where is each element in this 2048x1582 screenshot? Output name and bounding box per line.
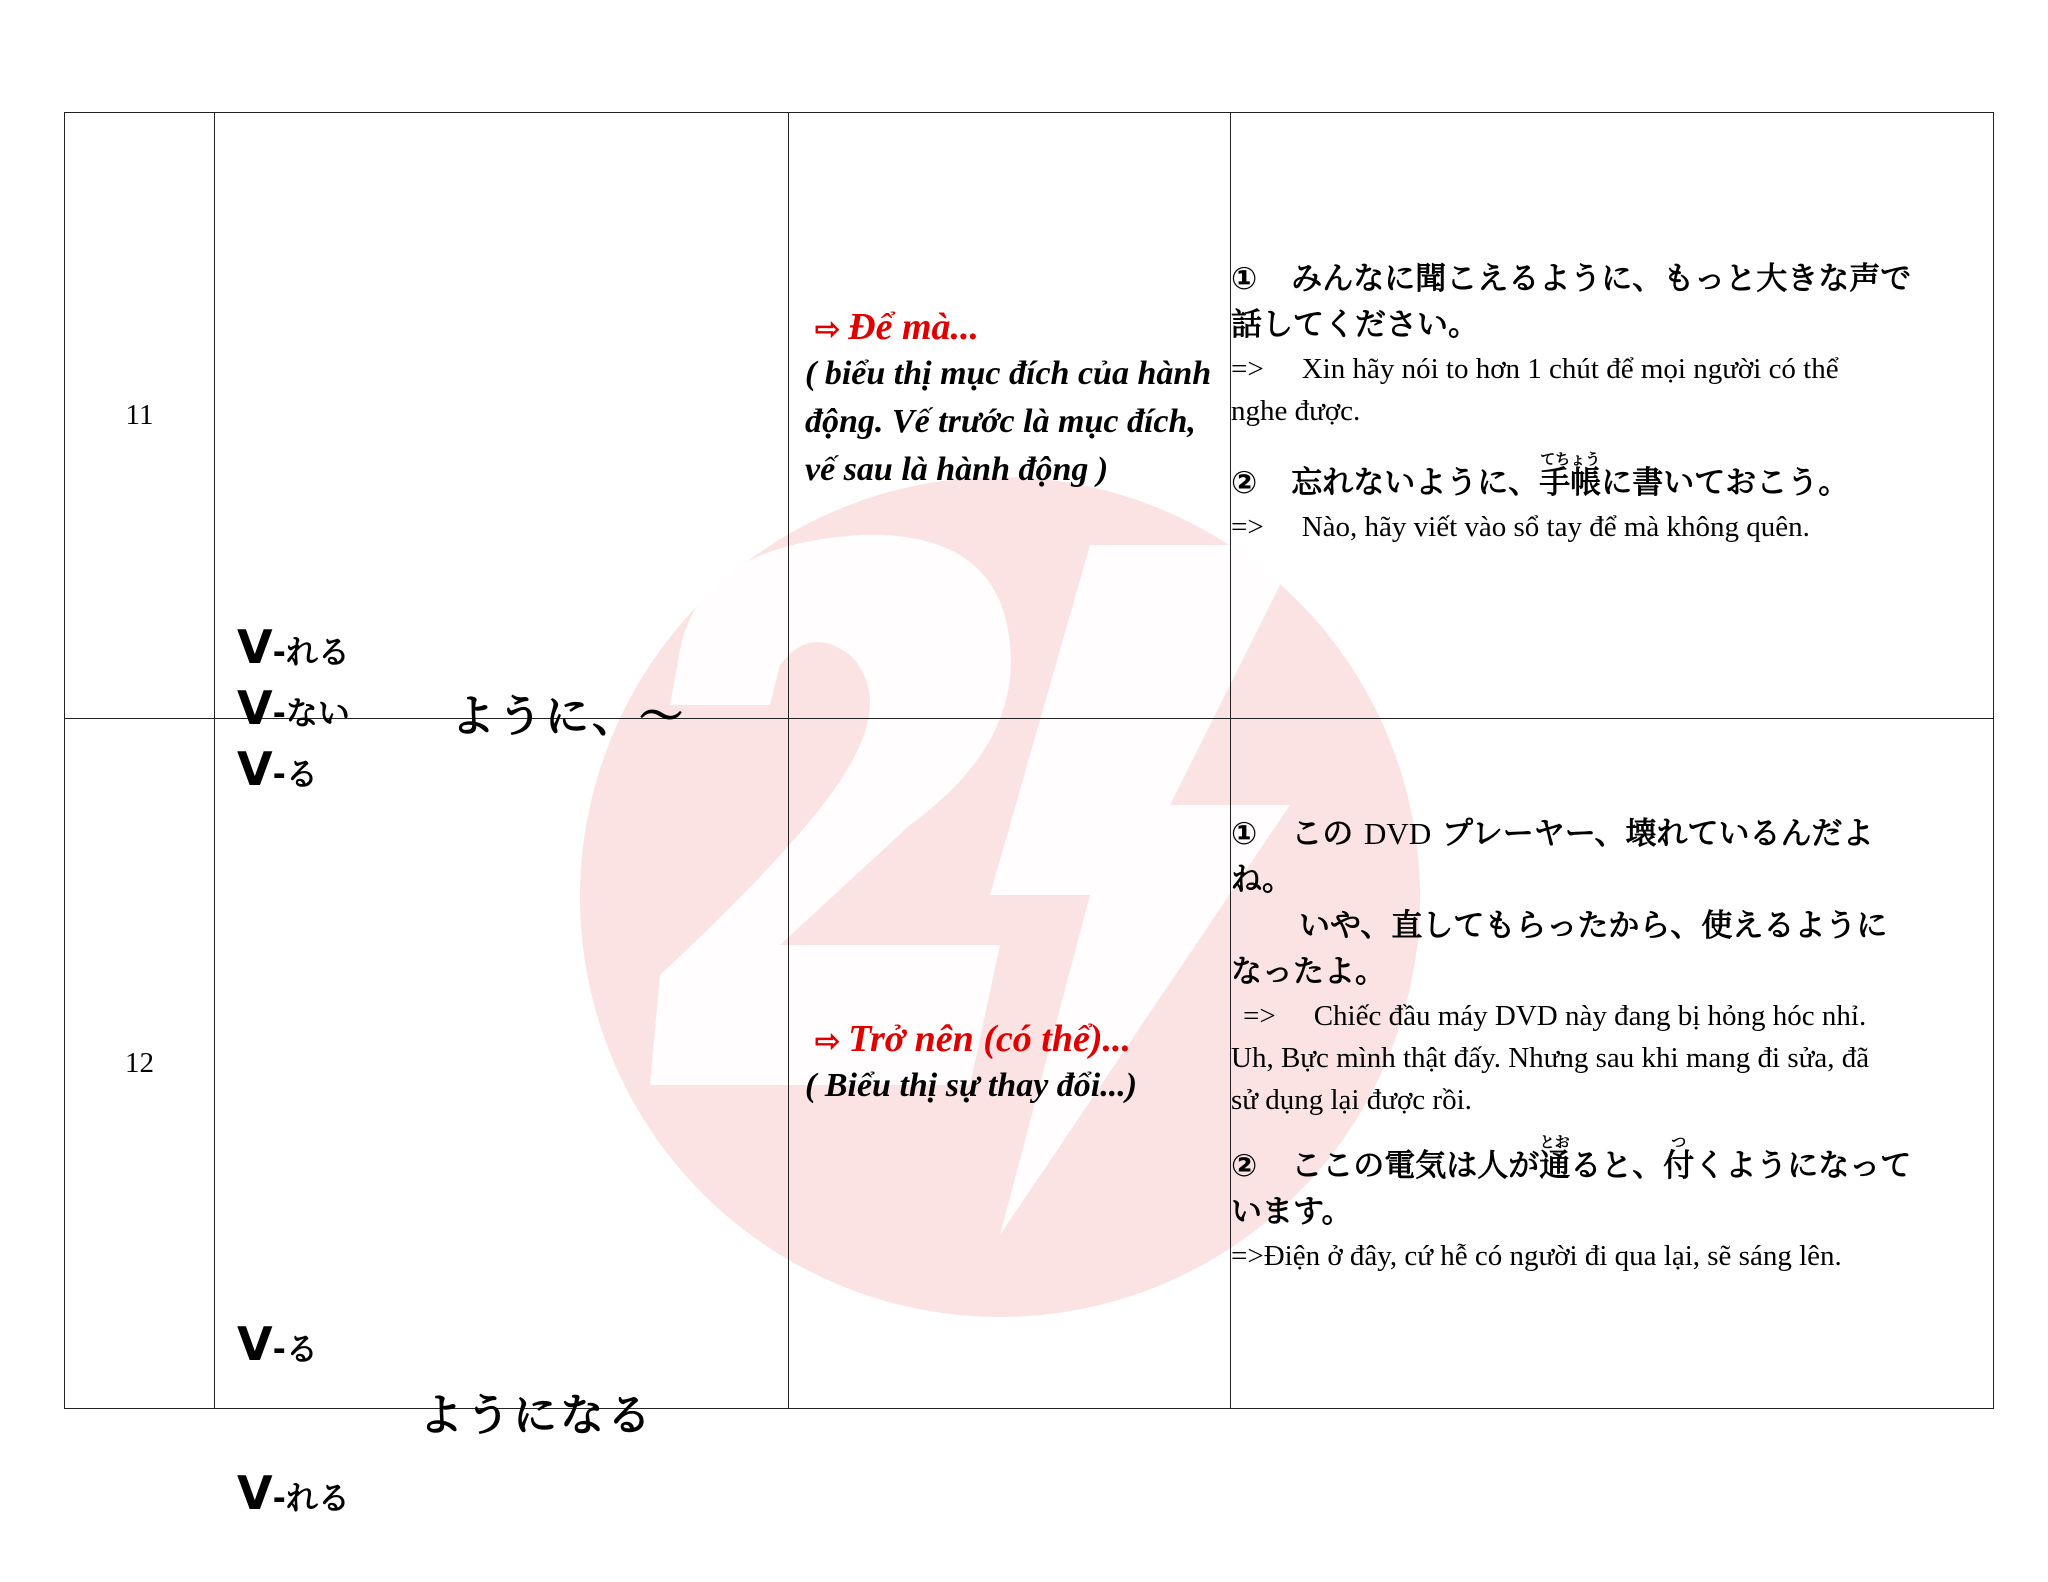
example-vi: => Chiếc đầu máy DVD này đang bị hỏng hóc nhỉ.	[1243, 999, 1867, 1032]
example-jp: ② ここの電気は人が通 とお ると、付 つ くようになって	[1231, 1143, 1979, 1189]
meaning-cell	[789, 719, 1231, 1409]
example-jp: ① みんなに聞こえるように、もっと大きな声で	[1231, 260, 1912, 297]
meaning-title: ⇨ Để mà...	[815, 305, 980, 348]
example-vi: => Nào, hãy viết vào sổ tay để mà không quên.	[1231, 510, 1810, 543]
verb-form: V-れる	[237, 1465, 350, 1520]
example-vi: =>Điện ở đây, cứ hễ có người đi qua lại, sẽ sáng lên.	[1231, 1239, 1842, 1272]
example-cell	[1231, 113, 1994, 719]
verb-form: V-る	[237, 1316, 318, 1371]
example-jp: ① この DVD プレーヤー、壊れているんだよ	[1231, 815, 1874, 852]
example-vi: => Xin hãy nói to hơn 1 chút để mọi người có thể	[1231, 352, 1839, 385]
row-number: 11	[65, 113, 215, 719]
example-cell	[1231, 719, 1994, 1409]
grammar-form-cell	[215, 719, 789, 1520]
row-number: 12	[65, 719, 215, 1409]
table-row	[65, 113, 1994, 719]
table-row	[65, 719, 1994, 1409]
meaning-description: ( biểu thị mục đích của hành động. Vế trước là mục đích, vế sau là hành động )	[805, 355, 1212, 489]
example-jp: ね。	[1231, 861, 1293, 898]
grammar-form-cell	[215, 113, 789, 796]
verb-form: V-れる	[237, 619, 350, 674]
verb-form: V-ない	[237, 680, 350, 735]
verb-form: V-る	[237, 741, 318, 796]
example-vi: nghe được.	[1231, 394, 1361, 427]
example-jp: 話してください。	[1231, 306, 1479, 343]
outlined-right-arrow-icon: ⇨	[815, 1024, 841, 1058]
furigana: 通 とお	[1539, 1132, 1571, 1184]
furigana: 付 つ	[1663, 1132, 1695, 1184]
example-jp: ② 忘れないように、手帳 てちょう に書いておこう。	[1231, 460, 1979, 506]
example-vi: Uh, Bực mình thật đấy. Nhưng sau khi mang đi sửa, đã	[1231, 1041, 1870, 1074]
meaning-description: ( Biểu thị sự thay đổi...)	[805, 1067, 1138, 1105]
grammar-pattern: ようになる	[419, 1389, 654, 1441]
outlined-right-arrow-icon: ⇨	[815, 312, 841, 346]
example-vi: sử dụng lại được rồi.	[1231, 1083, 1472, 1116]
meaning-cell	[789, 113, 1231, 719]
furigana: 手帳 てちょう	[1539, 449, 1602, 501]
grammar-pattern: ように、～	[451, 690, 686, 742]
meaning-title: ⇨ Trở nên (có thể)...	[815, 1017, 1131, 1060]
example-jp: いや、直してもらったから、使えるように	[1299, 907, 1888, 944]
example-jp: なったよ。	[1231, 953, 1386, 990]
grammar-table	[64, 112, 1994, 1520]
example-jp: います。	[1231, 1193, 1353, 1230]
